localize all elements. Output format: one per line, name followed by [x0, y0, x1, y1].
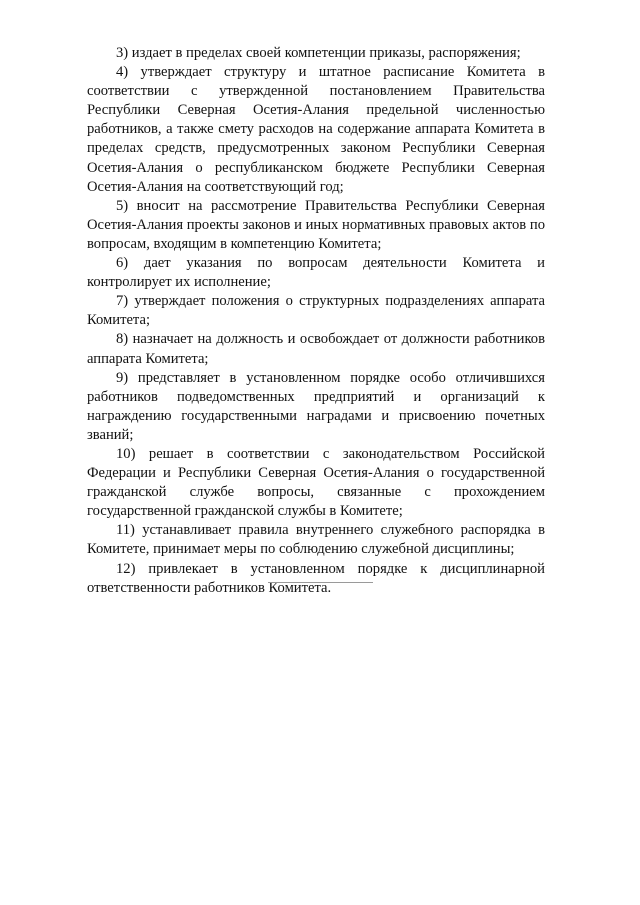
paragraph-item-8: 8) назначает на должность и освобождает от должности работников аппарата Комитета; [87, 331, 545, 367]
paragraph-item-9: 9) представляет в установленном порядке особо отличившихся работников подведомственных предприятий и организаций к награждению государственными наградами и присвоению почетных званий; [87, 369, 545, 443]
paragraph-item-4: 4) утверждает структуру и штатное расписание Комитета в соответствии с утвержденной постановлением Правительства Республики Северная Осетия-Алания предельной численностью работников, а также смету расходов на содержание аппарата Комитета в пределах средств, предусмотренных законом Республики Северная Осетия-Алания о республиканском бюджете Республики Северная Осетия-Алания на соответствующий год; [87, 64, 545, 195]
paragraph-item-6: 6) дает указания по вопросам деятельности Комитета и контролирует их исполнение; [87, 255, 545, 291]
end-divider-line [268, 582, 373, 583]
paragraph-item-11: 11) устанавливает правила внутреннего служебного распорядка в Комитете, принимает меры по соблюдению служебной дисциплины; [87, 522, 545, 558]
paragraph-item-5: 5) вносит на рассмотрение Правительства Республики Северная Осетия-Алания проекты законов и иных нормативных правовых актов по вопросам, входящим в компетенцию Комитета; [87, 197, 545, 252]
paragraph-item-3: 3) издает в пределах своей компетенции приказы, распоряжения; [116, 45, 521, 61]
document-body [87, 44, 545, 598]
paragraph-item-10: 10) решает в соответствии с законодательством Российской Федерации и Республики Северная Осетия-Алания о государственной гражданской службе вопросы, связанные с прохождением государственной гражданской службы в Комитете; [87, 445, 545, 520]
paragraph-item-7: 7) утверждает положения о структурных подразделениях аппарата Комитета; [87, 293, 545, 329]
paragraph-item-12: 12) привлекает в установленном порядке к дисциплинарной ответственности работников Комитета. [87, 560, 545, 596]
